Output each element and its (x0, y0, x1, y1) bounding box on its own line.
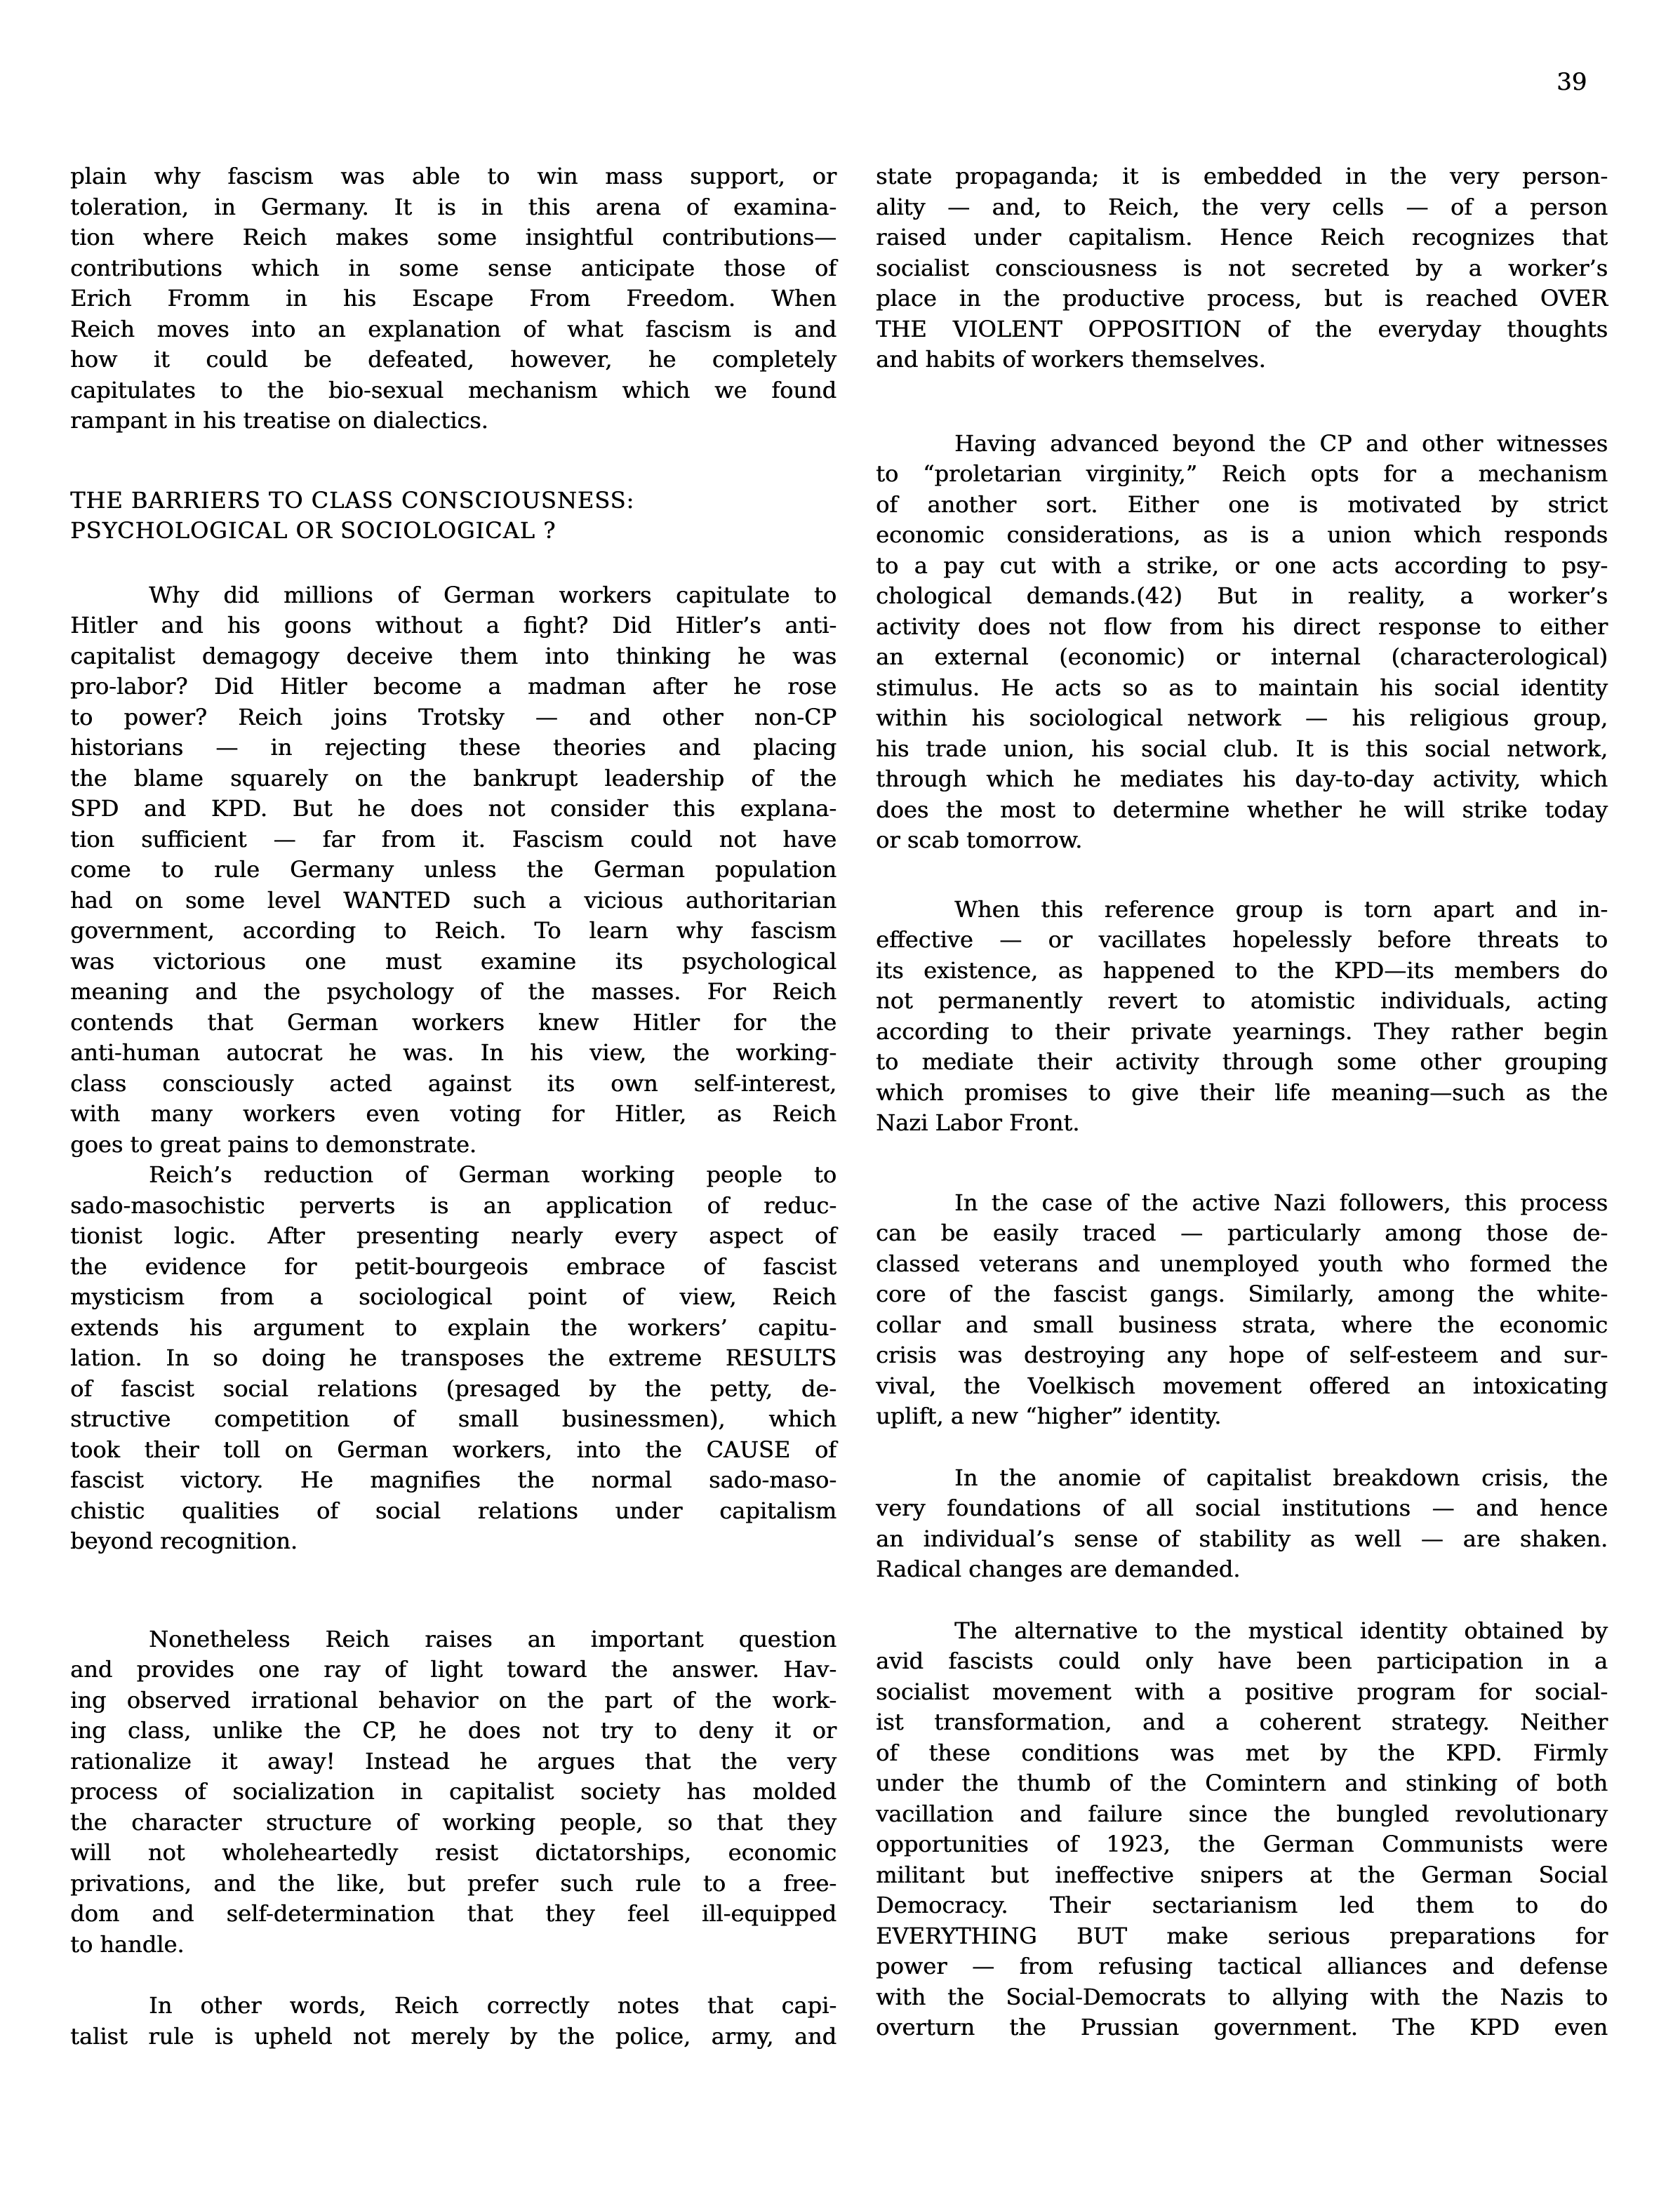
text-line: place in the productive process, but is reached OVER (876, 285, 1608, 312)
text-line: meaning and the psychology of the masses. For Reich (70, 978, 836, 1005)
text-line: dom and self-determination that they feel ill-equipped (70, 1900, 836, 1927)
text-line: When this reference group is torn apart and in- (954, 895, 1608, 923)
text-line: economic considerations, as is a union which responds (876, 521, 1608, 548)
text-line: which promises to give their life meaning—such as the (876, 1078, 1608, 1106)
text-line: mysticism from a sociological point of view, Reich (70, 1283, 836, 1310)
text-line: rampant in his treatise on dialectics. (70, 407, 488, 434)
text-line: his trade union, his social club. It is this social network, (876, 735, 1608, 762)
paragraph-in-the-anomie (876, 1463, 1608, 1585)
text-line: effective — or vacillates hopelessly before threats to (876, 926, 1608, 953)
text-line: socialist consciousness is not secreted by a worker’s (876, 254, 1608, 281)
text-line: structive competition of small businessmen), which (70, 1405, 836, 1432)
text-line: according to their private yearnings. They rather begin (876, 1017, 1608, 1045)
text-line: extends his argument to explain the workers’ capitu- (70, 1314, 836, 1341)
text-line: fascist victory. He magnifies the normal sado-maso- (70, 1467, 836, 1493)
text-line: Reich’s reduction of German working people to (149, 1161, 836, 1188)
text-line: with the Social-Democrats to allying with the Nazis to (876, 1983, 1608, 2010)
text-line: tionist logic. After presenting nearly every aspect of (70, 1222, 836, 1249)
text-line: militant but ineffective snipers at the German Social (876, 1861, 1608, 1888)
text-line: of these conditions was met by the KPD. Firmly (876, 1739, 1608, 1766)
text-line: privations, and the like, but prefer such rule to a free- (70, 1869, 836, 1897)
text-line: vival, the Voelkisch movement offered an intoxicating (876, 1372, 1608, 1399)
text-line: historians — in rejecting these theories and placing (70, 734, 836, 761)
paragraph-the-alternative (876, 1616, 1608, 2043)
left-column (70, 161, 836, 2052)
text-line: socialist movement with a positive program for social- (876, 1678, 1608, 1705)
text-line: of another sort. Either one is motivated by strict (876, 490, 1608, 518)
text-line: In other words, Reich correctly notes that capi- (149, 1992, 836, 2019)
text-line: Reich moves into an explanation of what fascism is and (70, 315, 836, 342)
text-line: goes to great pains to demonstrate. (70, 1130, 476, 1158)
text-line: the evidence for petit-bourgeois embrace of fascist (70, 1253, 836, 1280)
text-line: Hitler and his goons without a fight? Did Hitler’s anti- (70, 612, 836, 639)
paragraph-when-this-reference (876, 895, 1608, 1139)
paragraph-in-other-words (70, 1991, 836, 2052)
text-line: crisis was destroying any hope of self-esteem and sur- (876, 1342, 1608, 1368)
page-number: 39 (1556, 68, 1587, 96)
text-line: In the anomie of capitalist breakdown crisis, the (954, 1464, 1608, 1491)
text-line: ing class, unlike the CP, he does not try to deny it or (70, 1717, 836, 1744)
paragraph-continued-from-previous-page (70, 161, 836, 436)
text-line: of fascist social relations (presaged by the petty, de- (70, 1375, 836, 1402)
text-line: not permanently revert to atomistic individuals, acting (876, 987, 1608, 1014)
text-line: state propaganda; it is embedded in the very person- (876, 163, 1608, 189)
paragraph-nonetheless (70, 1624, 836, 1961)
text-line: contributions which in some sense anticipate those of (70, 254, 836, 281)
text-line: government, according to Reich. To learn why fascism (70, 917, 836, 944)
text-line: to “proletarian virginity,” Reich opts for a mechanism (876, 460, 1608, 487)
text-line: can be easily traced — particularly among those de- (876, 1220, 1608, 1246)
text-line: Radical changes are demanded. (876, 1556, 1241, 1582)
text-line: avid fascists could only have been participation in a (876, 1648, 1608, 1674)
text-line: uplift, a new “higher” identity. (876, 1403, 1222, 1429)
text-line: took their toll on German workers, into the CAUSE of (70, 1436, 836, 1463)
text-line: stimulus. He acts so as to maintain his social identity (876, 674, 1608, 701)
text-line: sado-masochistic perverts is an application of reduc- (70, 1191, 836, 1219)
text-line: lation. In so doing he transposes the extreme RESULTS (70, 1344, 836, 1371)
text-line: to mediate their activity through some other grouping (876, 1048, 1608, 1075)
text-line: THE VIOLENT OPPOSITION of the everyday thoughts (876, 315, 1608, 342)
text-line: an external (economic) or internal (characterological) (876, 643, 1608, 670)
text-line: its existence, as happened to the KPD—its members do (876, 956, 1608, 984)
section-heading-line: THE BARRIERS TO CLASS CONSCIOUSNESS: (70, 486, 635, 514)
text-line: under the thumb of the Comintern and stinking of both (876, 1770, 1608, 1796)
text-line: Nazi Labor Front. (876, 1109, 1080, 1136)
text-line: to power? Reich joins Trotsky — and other non-CP (70, 703, 836, 730)
text-line: to handle. (70, 1930, 185, 1958)
paragraph-why-did-millions (70, 580, 836, 1161)
text-line: ing observed irrational behavior on the part of the work- (70, 1686, 836, 1714)
text-line: ist transformation, and a coherent strategy. Neither (876, 1709, 1608, 1735)
text-line: beyond recognition. (70, 1528, 298, 1554)
text-line: within his sociological network — his religious group, (876, 704, 1608, 731)
text-line: core of the fascist gangs. Similarly, among the white- (876, 1281, 1608, 1307)
text-line: capitulates to the bio-sexual mechanism which we found (70, 376, 836, 403)
text-line: process of socialization in capitalist society has molded (70, 1778, 836, 1805)
paragraph-in-the-case (876, 1188, 1608, 1432)
text-line: raised under capitalism. Hence Reich recognizes that (876, 224, 1608, 251)
text-line: chistic qualities of social relations under capitalism (70, 1497, 836, 1524)
text-line: had on some level WANTED such a vicious authoritarian (70, 886, 836, 914)
text-line: overturn the Prussian government. The KPD even (876, 2014, 1608, 2041)
text-line: and habits of workers themselves. (876, 346, 1266, 373)
text-line: contends that German workers knew Hitler for the (70, 1008, 836, 1036)
text-line: chological demands.(42) But in reality, a worker’s (876, 582, 1608, 609)
text-line: Erich Fromm in his Escape From Freedom. When (70, 285, 836, 312)
text-line: The alternative to the mystical identity obtained by (954, 1617, 1608, 1644)
text-line: ality — and, to Reich, the very cells — of a person (876, 193, 1608, 220)
text-line: pro-labor? Did Hitler become a madman after he rose (70, 673, 836, 700)
paragraph-reichs-reduction (70, 1160, 836, 1557)
text-line: the character structure of working people, so that they (70, 1808, 836, 1836)
section-heading (70, 486, 836, 547)
right-column (876, 161, 1608, 2043)
text-line: does the most to determine whether he will strike today (876, 796, 1608, 823)
text-line: talist rule is upheld not merely by the police, army, and (70, 2022, 836, 2050)
text-line: anti-human autocrat he was. In his view, the working- (70, 1039, 836, 1066)
paragraph-state-propaganda (876, 161, 1608, 375)
text-line: how it could be defeated, however, he completely (70, 346, 836, 373)
text-line: rationalize it away! Instead he argues that the very (70, 1747, 836, 1775)
text-line: EVERYTHING BUT make serious preparations for (876, 1922, 1608, 1949)
text-line: with many workers even voting for Hitler, as Reich (70, 1100, 836, 1127)
text-line: tion where Reich makes some insightful contributions— (70, 224, 836, 251)
text-line: activity does not flow from his direct response to either (876, 613, 1608, 640)
text-line: or scab tomorrow. (876, 827, 1083, 853)
text-line: Nonetheless Reich raises an important question (149, 1625, 836, 1652)
text-line: In the case of the active Nazi followers, this process (954, 1189, 1608, 1216)
text-line: class consciously acted against its own self-interest, (70, 1069, 836, 1097)
text-line: an individual’s sense of stability as well — are shaken. (876, 1525, 1608, 1552)
text-line: the blame squarely on the bankrupt leadership of the (70, 764, 836, 792)
text-line: will not wholeheartedly resist dictatorships, economic (70, 1839, 836, 1866)
text-line: Democracy. Their sectarianism led them to do (876, 1892, 1608, 1918)
text-line: and provides one ray of light toward the answer. Hav- (70, 1656, 836, 1683)
text-line: capitalist demagogy deceive them into thinking he was (70, 642, 836, 669)
text-line: collar and small business strata, where the economic (876, 1311, 1608, 1338)
section-heading-line: PSYCHOLOGICAL OR SOCIOLOGICAL ? (70, 517, 556, 544)
text-line: SPD and KPD. But he does not consider this explana- (70, 795, 836, 822)
text-line: through which he mediates his day-to-day activity, which (876, 766, 1608, 792)
text-line: Having advanced beyond the CP and other witnesses (954, 429, 1608, 457)
text-line: toleration, in Germany. It is in this arena of examina- (70, 193, 836, 220)
text-line: very foundations of all social institutions — and hence (876, 1495, 1608, 1521)
text-line: vacillation and failure since the bungled revolutionary (876, 1800, 1608, 1827)
text-line: power — from refusing tactical alliances and defense (876, 1953, 1608, 1979)
text-line: classed veterans and unemployed youth who formed the (876, 1250, 1608, 1277)
text-line: plain why fascism was able to win mass support, or (70, 163, 836, 189)
text-line: opportunities of 1923, the German Communists were (876, 1831, 1608, 1857)
paragraph-having-advanced (876, 429, 1608, 856)
text-line: was victorious one must examine its psychological (70, 947, 836, 975)
text-line: to a pay cut with a strike, or one acts according to psy- (876, 552, 1608, 579)
text-line: tion sufficient — far from it. Fascism could not have (70, 825, 836, 853)
text-line: Why did millions of German workers capitulate to (149, 581, 836, 608)
text-line: come to rule Germany unless the German population (70, 856, 836, 883)
